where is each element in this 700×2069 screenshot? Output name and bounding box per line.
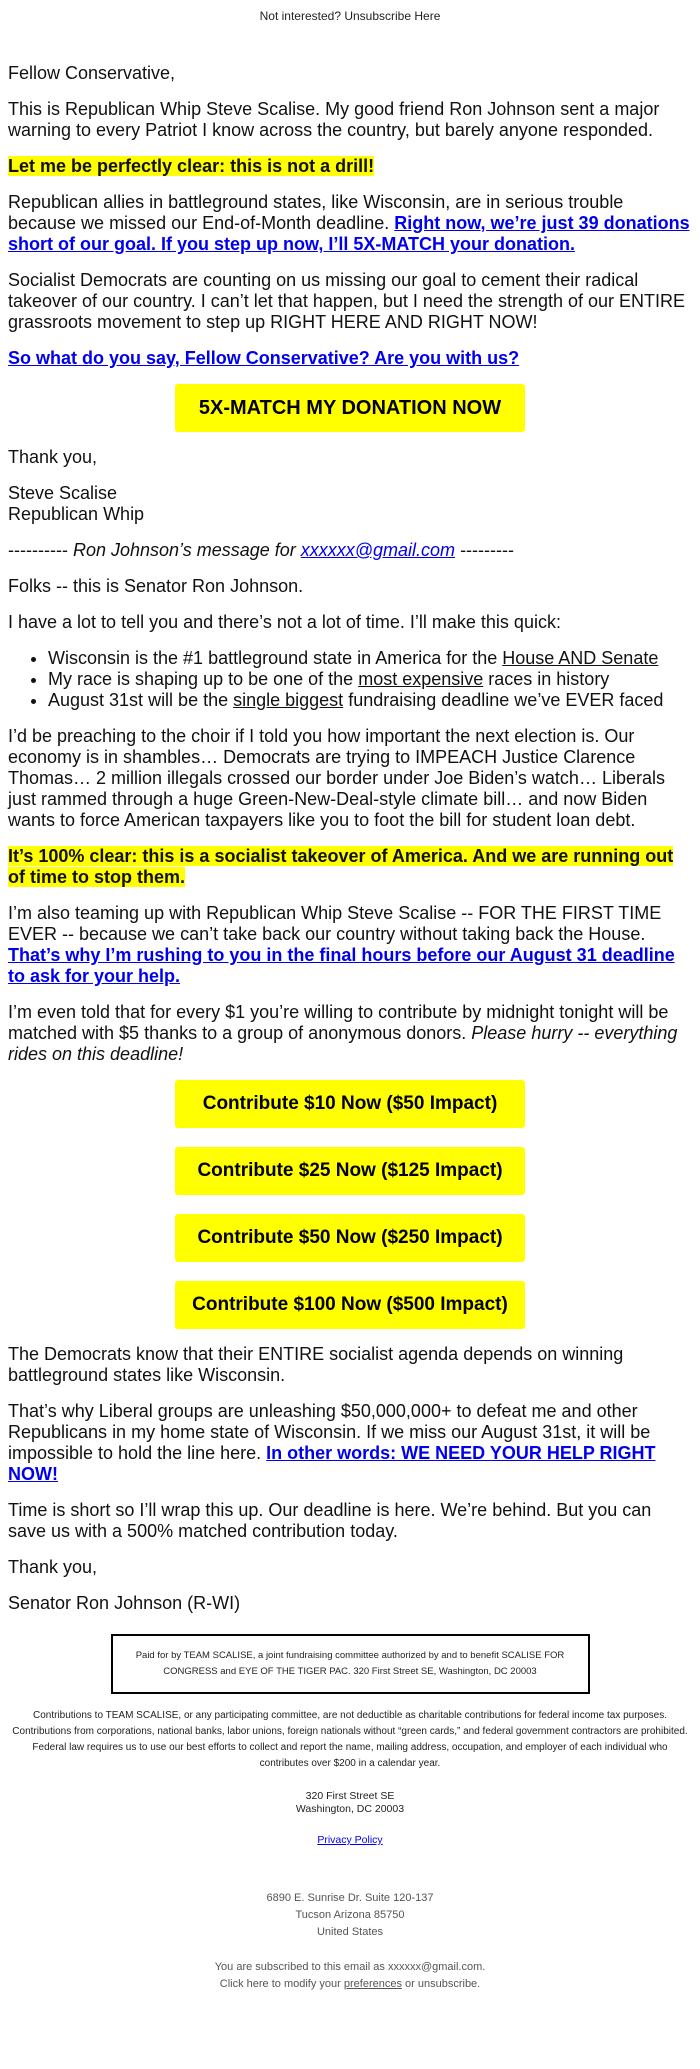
- legal-disclaimer: Contributions to TEAM SCALISE, or any participating committee, are not deductible as charitable contributions for federal income tax purposes. Contributions from corporations, national banks, labor unions, foreign nationals without “green cards,” and federal government contractors are prohibited. Federal law requires us to use our best efforts to collect and report the name, mailing address, occupation, and employer of each individual who contributes over $200 in a calendar year.: [12, 1710, 688, 1769]
- paragraph-text: I’m also teaming up with Republican Whip Steve Scalise -- FOR THE FIRST TIME EVER -- because we can’t take back our country without taking back the House.: [8, 903, 662, 944]
- address-line: Tucson Arizona 85750: [295, 1909, 405, 1921]
- list-item: [48, 669, 692, 690]
- contribute-50-button[interactable]: Contribute $50 Now ($250 Impact): [175, 1214, 525, 1262]
- italic-text: Please hurry -- everything rides on this deadline!: [8, 1023, 678, 1064]
- paragraph-text: Republican allies in battleground states, like Wisconsin, are in serious trouble because we missed our End-of-Month deadline.: [8, 192, 624, 233]
- 5x-match-donation-button[interactable]: 5X-MATCH MY DONATION NOW: [175, 384, 525, 432]
- contribute-25-button[interactable]: Contribute $25 Now ($125 Impact): [175, 1147, 525, 1195]
- recipient-email-link[interactable]: xxxxxx@gmail.com: [300, 540, 456, 560]
- paid-for-disclaimer: Paid for by TEAM SCALISE, a joint fundraising committee authorized by and to benefit SCALISE FOR CONGRESS and EYE OF THE TIGER PAC. 320 First Street SE, Washington, DC 20003: [111, 1634, 590, 1694]
- final-hours-link[interactable]: That’s why I’m rushing to you in the final hours before our August 31 deadline to ask for your help.: [8, 945, 675, 986]
- greeting: Fellow Conservative,: [8, 63, 176, 83]
- address-line: Washington, DC 20003: [295, 1803, 405, 1815]
- liberal-groups-paragraph: [8, 1401, 692, 1485]
- johnson-signature: Senator Ron Johnson (R-WI): [8, 1593, 241, 1613]
- are-you-with-us-link[interactable]: So what do you say, Fellow Conservative? Are you with us?: [8, 348, 520, 368]
- highlighted-text: Let me be perfectly clear: this is not a drill!: [8, 156, 375, 176]
- paragraph-text: That’s why Liberal groups are unleashing $50,000,000+ to defeat me and other Republicans in my home state of Wisconsin. If we miss our August 31st, it will be impossible to hold the line here.: [8, 1401, 651, 1463]
- bullet-text: My race is shaping up to be one of the: [48, 669, 359, 689]
- donation-goal-link[interactable]: Right now, we’re just 39 donations short of our goal. If you step up now, I’ll 5X-MATCH your donation.: [8, 213, 690, 254]
- signature-title: Republican Whip: [8, 504, 145, 524]
- wrap-up-paragraph: Time is short so I’ll wrap this up. Our deadline is here. We’re behind. But you can save us with a 500% matched contribution today.: [8, 1500, 652, 1541]
- bullet-underlined: most expensive: [358, 669, 484, 689]
- bullet-text: Wisconsin is the #1 battleground state in America for the: [48, 648, 503, 668]
- modify-text: Click here to modify your: [219, 1978, 344, 1990]
- highlight-paragraph-2: [8, 846, 692, 888]
- socialist-paragraph: Socialist Democrats are counting on us missing our goal to cement their radical takeover of our country. I can’t let that happen, but I need the strength of our ENTIRE grassroots movement to step up RIGHT HERE AND RIGHT NOW!: [8, 270, 686, 332]
- contribute-10-button[interactable]: Contribute $10 Now ($50 Impact): [175, 1080, 525, 1128]
- bullet-underlined: single biggest: [233, 690, 344, 710]
- address-line: United States: [316, 1926, 384, 1938]
- question-paragraph: [8, 348, 692, 369]
- address-line: 6890 E. Sunrise Dr. Suite 120-137: [266, 1892, 434, 1904]
- agenda-paragraph: The Democrats know that their ENTIRE socialist agenda depends on winning battleground states like Wisconsin.: [8, 1344, 624, 1385]
- election-paragraph: I’d be preaching to the choir if I told you how important the next election is. Our economy is in shambles… Democrats are trying to IMPEACH Justice Clarence Thomas… 2 million illegals crossed our border under Joe Biden’s watch… Liberals just rammed through a huge Green-New-Deal-style climate bill… and now Biden wants to force American taxpayers like you to foot the bill for student loan debt.: [8, 726, 665, 830]
- battleground-paragraph: [8, 192, 692, 255]
- email-body: [0, 63, 700, 1614]
- thanks-johnson: Thank you,: [8, 1557, 98, 1577]
- forwarded-message-separator: [8, 540, 692, 561]
- list-item: [48, 690, 692, 711]
- modify-preferences-line: [0, 1976, 700, 1993]
- bullet-text: August 31st will be the: [48, 690, 234, 710]
- committee-address: [0, 1790, 700, 1816]
- mailer-address: [0, 1890, 700, 1941]
- address-line: 320 First Street SE: [305, 1790, 395, 1802]
- subscription-info: [0, 1959, 700, 1999]
- list-item: [48, 648, 692, 669]
- bullet-text: fundraising deadline we’ve EVER faced: [343, 690, 664, 710]
- bullet-text: races in history: [483, 669, 610, 689]
- bullet-underlined: House AND Senate: [502, 648, 659, 668]
- johnson-quick-paragraph: I have a lot to tell you and there’s not a lot of time. I’ll make this quick:: [8, 612, 561, 632]
- footer: [0, 1634, 700, 1999]
- scalise-signature: [8, 483, 692, 525]
- signature-name: Steve Scalise: [8, 483, 118, 503]
- modify-text: or unsubscribe.: [401, 1978, 481, 1990]
- key-points-list: [8, 648, 692, 711]
- highlight-paragraph-1: [8, 156, 692, 177]
- intro-paragraph: This is Republican Whip Steve Scalise. My good friend Ron Johnson sent a major warning to every Patriot I know across the country, but barely anyone responded.: [8, 99, 660, 140]
- johnson-intro: Folks -- this is Senator Ron Johnson.: [8, 576, 304, 596]
- subscribed-text: You are subscribed to this email as xxxxxx@gmail.com.: [214, 1961, 486, 1973]
- main-cta-wrapper: [8, 384, 692, 432]
- separator-text: Ron Johnson’s message for: [67, 540, 301, 560]
- teaming-up-paragraph: [8, 903, 692, 987]
- separator-dashes-right: ---------: [460, 540, 515, 560]
- top-bar: [0, 0, 700, 29]
- thanks-scalise: Thank you,: [8, 447, 98, 467]
- privacy-policy-link[interactable]: Privacy Policy: [317, 1834, 383, 1846]
- need-your-help-link[interactable]: In other words: WE NEED YOUR HELP RIGHT NOW!: [8, 1443, 656, 1484]
- unsubscribe-link[interactable]: Not interested? Unsubscribe Here: [259, 9, 441, 23]
- privacy-wrapper: [0, 1834, 700, 1846]
- preferences-link[interactable]: preferences: [343, 1978, 402, 1990]
- match-paragraph: [8, 1002, 692, 1065]
- contribute-100-button[interactable]: Contribute $100 Now ($500 Impact): [175, 1281, 525, 1329]
- paragraph-text: I’m even told that for every $1 you’re willing to contribute by midnight tonight will be matched with $5 thanks to a group of anonymous donors.: [8, 1002, 669, 1043]
- contribute-buttons: [8, 1080, 692, 1329]
- separator-dashes-left: ----------: [8, 540, 68, 560]
- highlighted-text: It’s 100% clear: this is a socialist takeover of America. And we are running out of time to stop them.: [8, 846, 674, 887]
